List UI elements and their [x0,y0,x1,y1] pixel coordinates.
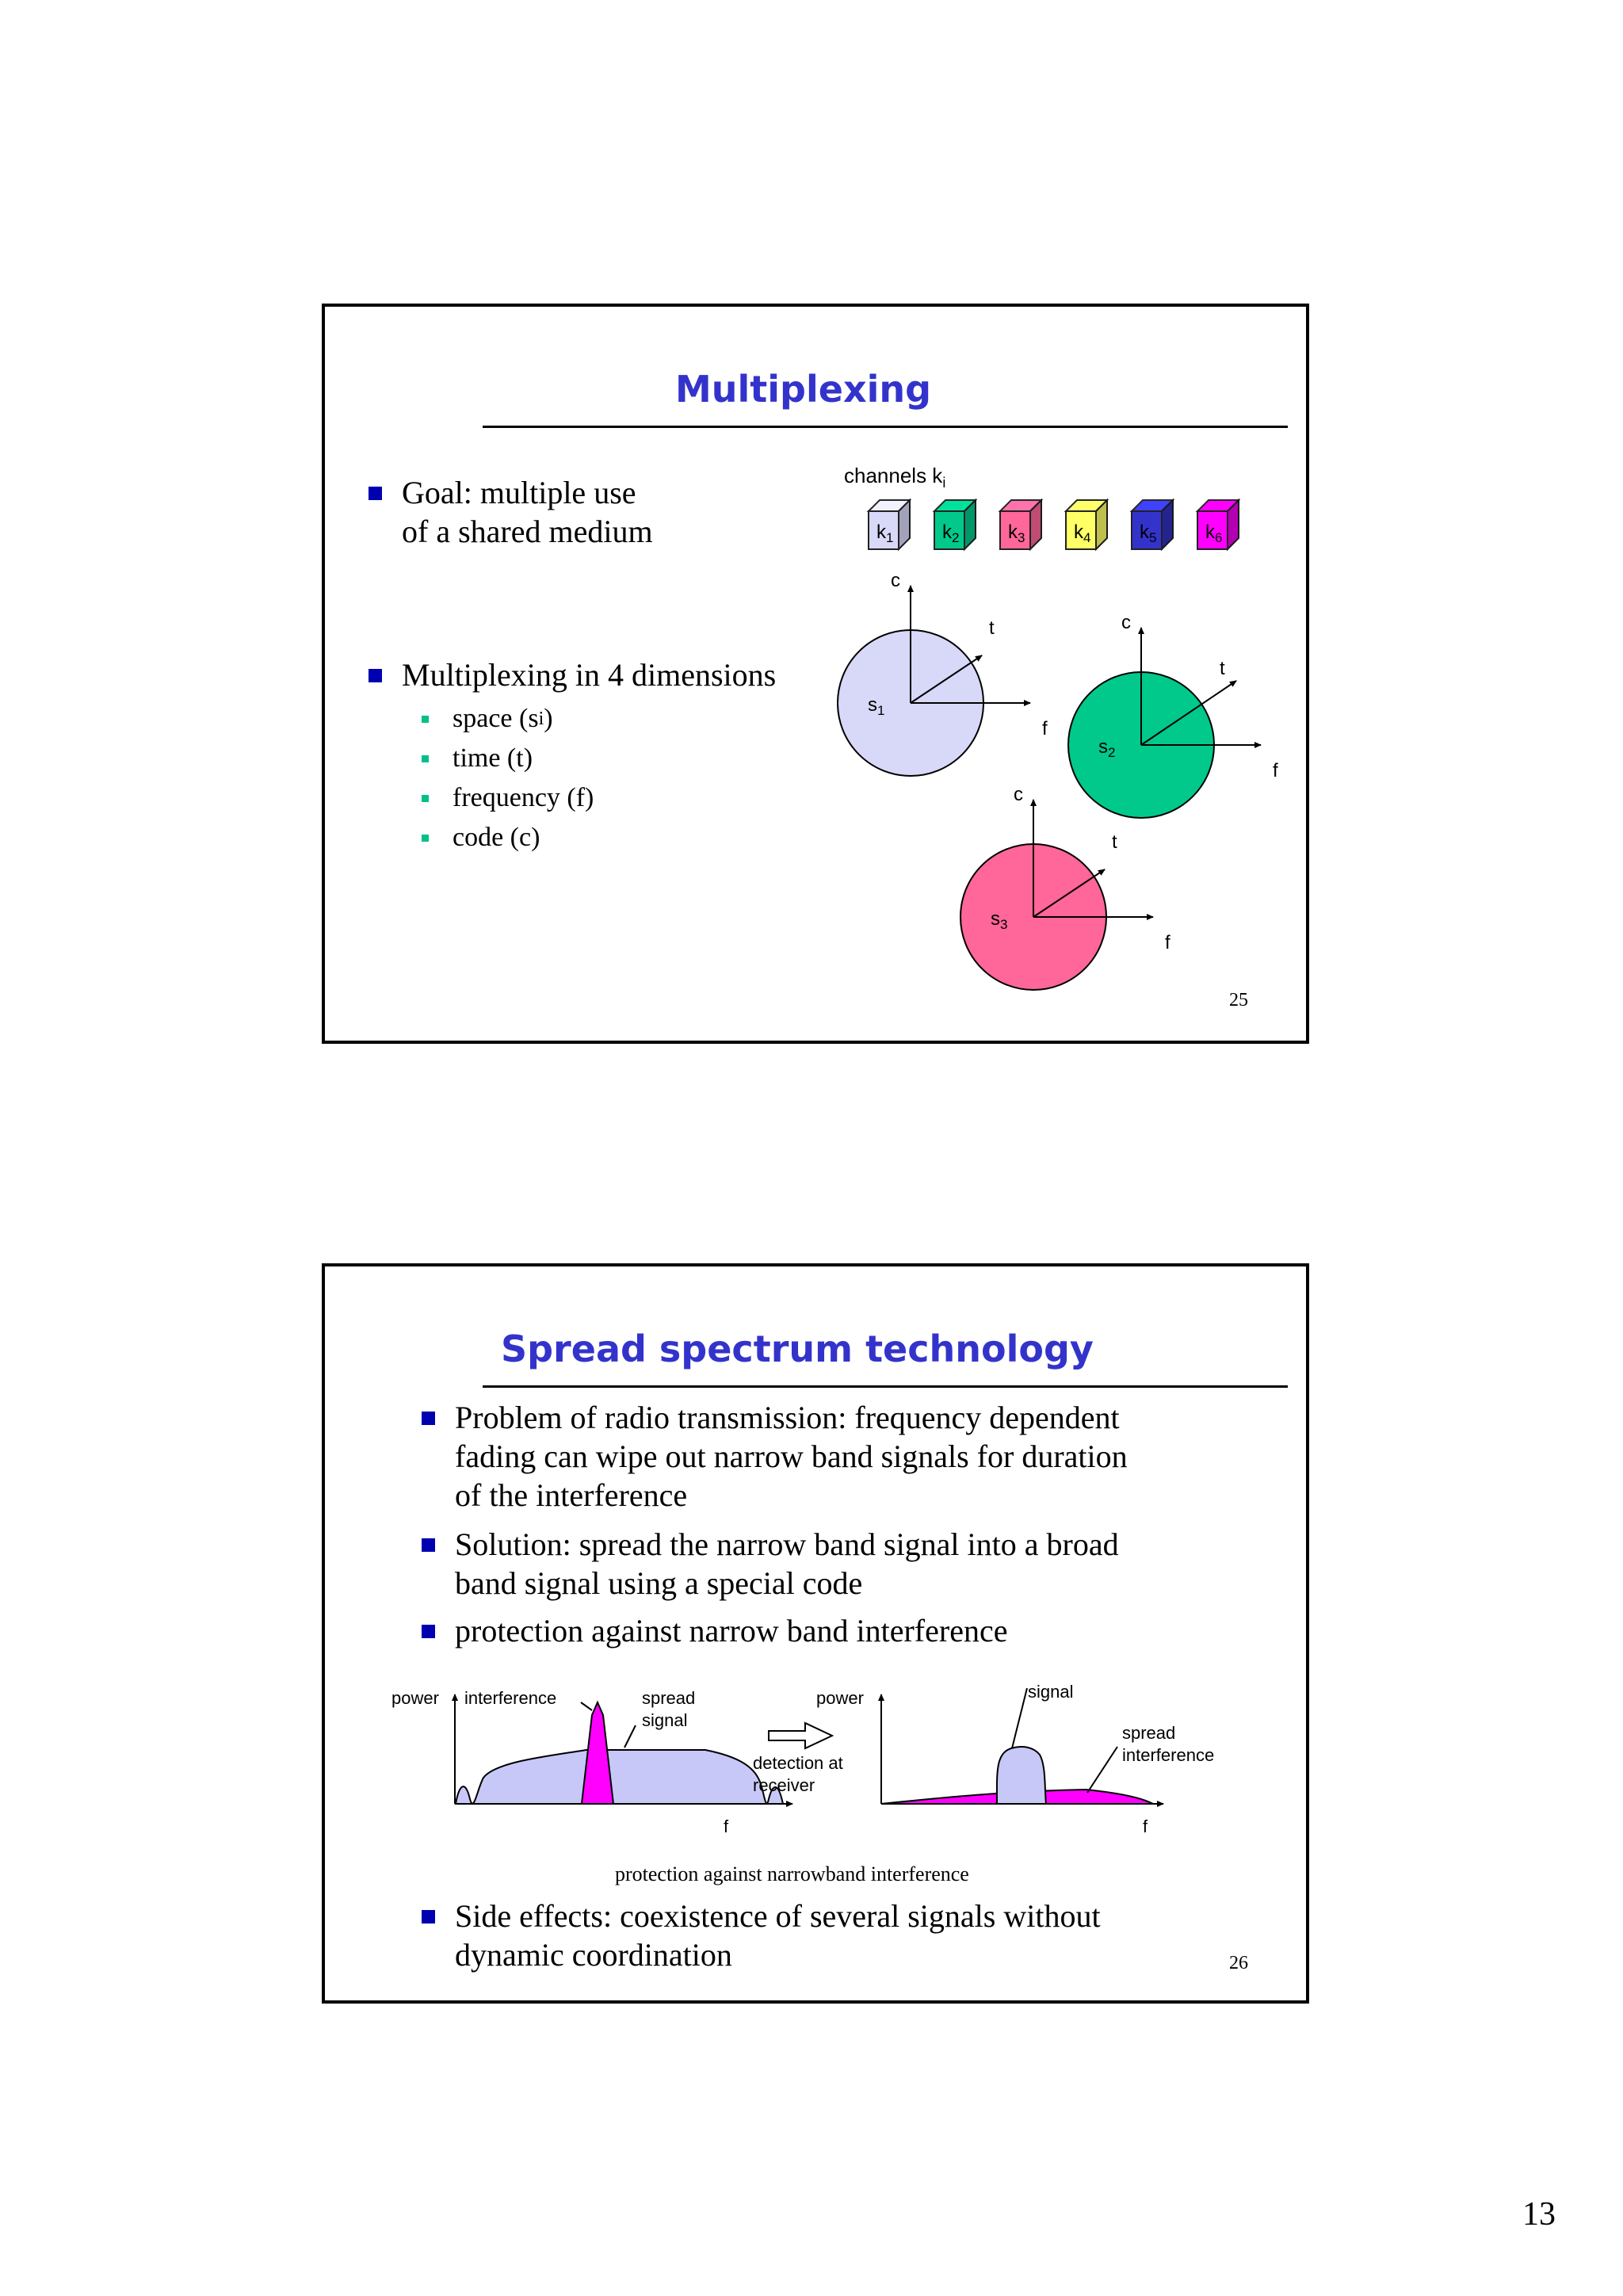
svg-text:s1: $s_1$ [868,694,885,718]
bullet-text: Solution: spread the narrow band signal into a broad [455,1526,1119,1562]
svg-text:f: f [1165,932,1170,953]
channel-cube-k6 [1197,500,1239,549]
slide-multiplexing [322,304,1309,1044]
page-number: 13 [1522,2196,1556,2233]
bullet-text: fading can wipe out narrow band signals for duration [455,1438,1128,1474]
channel-cube-k2 [934,500,976,549]
power-label: power [391,1688,439,1708]
slide-title: Multiplexing [675,368,932,411]
bullet-side-effects [422,1897,1101,1974]
bullet-text: of the interference [455,1477,688,1513]
bullet-text: Problem of radio transmission: frequency dependent [455,1400,1120,1435]
channel-cube-k1 [869,500,910,549]
sub-bullet-text: space (s [453,704,539,733]
spread-interference-label: spread [1122,1723,1176,1743]
bullet-text: protection against narrow band interference [455,1613,1008,1648]
subscript: i [538,709,544,729]
signal-label: signal [1028,1682,1074,1702]
svg-text:f: f [1042,718,1048,739]
svg-text:t: t [1220,658,1225,679]
bullet-text: of a shared medium [402,514,653,549]
bullet-text: Goal: multiple use [402,475,636,510]
slide-spread-spectrum [322,1263,1309,2004]
spread-spectrum-diagram [325,1266,1306,2000]
spread-interference-label: interference [1122,1745,1215,1765]
channel-cube-k5 [1132,500,1173,549]
detection-arrow-icon [769,1723,832,1748]
svg-text:s2: $s_2$ [1098,736,1116,760]
svg-text:s3: $s_3$ [991,908,1008,932]
svg-text:k4: $k_4$ [1074,521,1091,545]
sub-bullet-text: ) [544,704,553,733]
svg-text:f: f [1273,760,1278,781]
svg-text:t: t [1112,831,1117,853]
bullet-text: Side effects: coexistence of several signals without [455,1898,1101,1934]
svg-text:t: t [989,617,995,639]
spread-signal-label: spread [642,1688,696,1708]
multiplexing-diagram [325,307,1306,1041]
svg-text:k2: $k_2$ [942,521,960,545]
space-s1 [838,570,1048,776]
sub-bullet-text: frequency (f) [453,783,594,812]
svg-text:k1: $k_1$ [876,521,894,545]
svg-text:k6: $k_6$ [1205,521,1223,545]
interference-label: interference [464,1688,557,1708]
bullet-text: dynamic coordination [455,1937,732,1973]
slide-title: Spread spectrum technology [501,1328,1094,1370]
plot-after-detection [816,1682,1214,1836]
bullet-square-icon [422,1910,435,1924]
space-s2 [1068,612,1278,818]
channel-cube-k3 [1000,500,1041,549]
channel-cube-k4 [1066,500,1107,549]
slide-number: 26 [1229,1953,1248,1973]
channels-label: channels $k_i$ [844,464,946,491]
despread-signal-shape [997,1747,1046,1804]
svg-text:k5: $k_5$ [1140,521,1157,545]
sub-bullet-text: code (c) [453,823,540,852]
sub-bullet-text: time (t) [453,743,533,773]
svg-text:c: c [1121,612,1131,633]
detection-label: receiver [753,1775,815,1795]
power-label: power [816,1688,864,1708]
detection-label: detection at [753,1753,843,1773]
f-axis-label: f [1143,1817,1148,1836]
diagram-caption: protection against narrowband interference [615,1862,969,1885]
slide-number: 25 [1229,990,1248,1010]
spread-signal-label: signal [642,1710,688,1730]
f-axis-label: f [724,1817,729,1836]
bullet-text: Multiplexing in 4 dimensions [402,657,777,693]
svg-text:c: c [891,570,900,591]
spread-signal-shape [456,1750,783,1804]
svg-text:k3: $k_3$ [1008,521,1025,545]
plot-before-detection [391,1688,792,1836]
bullet-text: band signal using a special code [455,1565,863,1601]
svg-text:c: c [1014,784,1023,805]
